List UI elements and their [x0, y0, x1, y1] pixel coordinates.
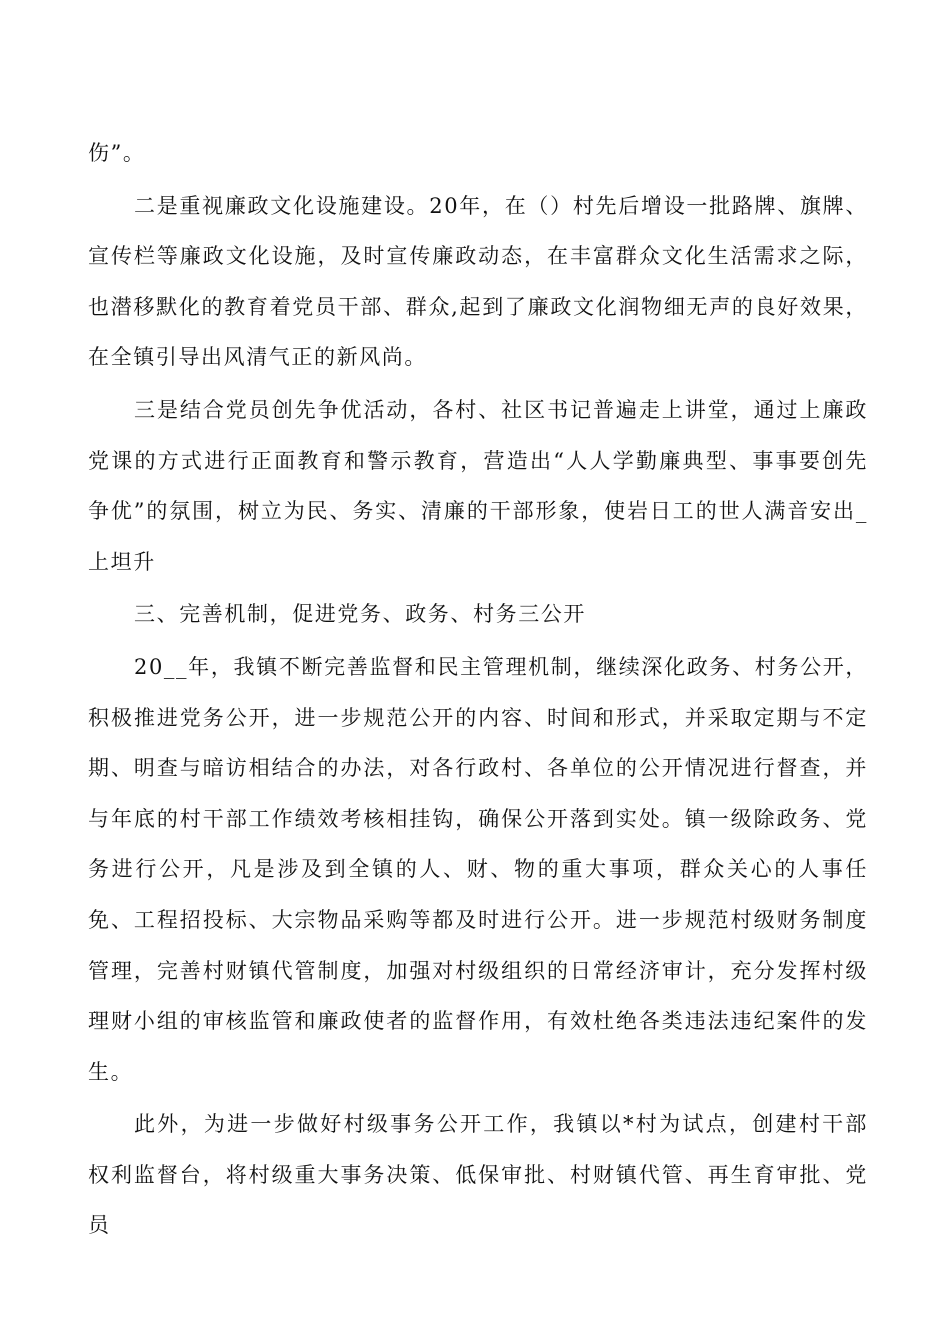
paragraph-pilot: 此外，为进一步做好村级事务公开工作，我镇以*村为试点，创建村干部权利监督台，将村级重大事务决策、低保审批、村财镇代管、再生育审批、党员	[88, 1112, 868, 1238]
paragraph-facilities: 二是重视廉政文化设施建设。20年，在（）村先后增设一批路牌、旗牌、宣传栏等廉政文化设施，及时宣传廉政动态，在丰富群众文化生活需求之际，也潜移默化的教育着党员干部、群众,起到了廉政文化润物细无声的良好效果，在全镇引导出风清气正的新风尚。	[88, 193, 868, 370]
paragraph-party-activities: 三是结合党员创先争优活动，各村、社区书记普遍走上讲堂，通过上廉政党课的方式进行正面教育和警示教育，营造出“人人学勤廉典型、事事要创先争优”的氛围，树立为民、务实、清廉的干部形象，使岩日工的世人满音安出_上坦升	[88, 397, 868, 574]
section-heading: 三、完善机制，促进党务、政务、村务三公开	[134, 602, 586, 627]
paragraph-continuation: 伤”。	[88, 141, 146, 165]
paragraph-mechanism: 20__年，我镇不断完善监督和民主管理机制，继续深化政务、村务公开，积极推进党务公开，进一步规范公开的内容、时间和形式，并采取定期与不定期、明查与暗访相结合的办法，对各行政村、各单位的公开情况进行督查，并与年底的村干部工作绩效考核相挂钩，确保公开落到实处。镇一级除政务、党务进行公开，凡是涉及到全镇的人、财、物的重大事项，群众关心的人事任免、工程招投标、大宗物品采购等都及时进行公开。进一步规范村级财务制度管理，完善村财镇代管制度，加强对村级组织的日常经济审计，充分发挥村级理财小组的审核监管和廉政使者的监督作用，有效杜绝各类违法违纪案件的发生。	[88, 654, 868, 1084]
document-body	[88, 128, 868, 1251]
